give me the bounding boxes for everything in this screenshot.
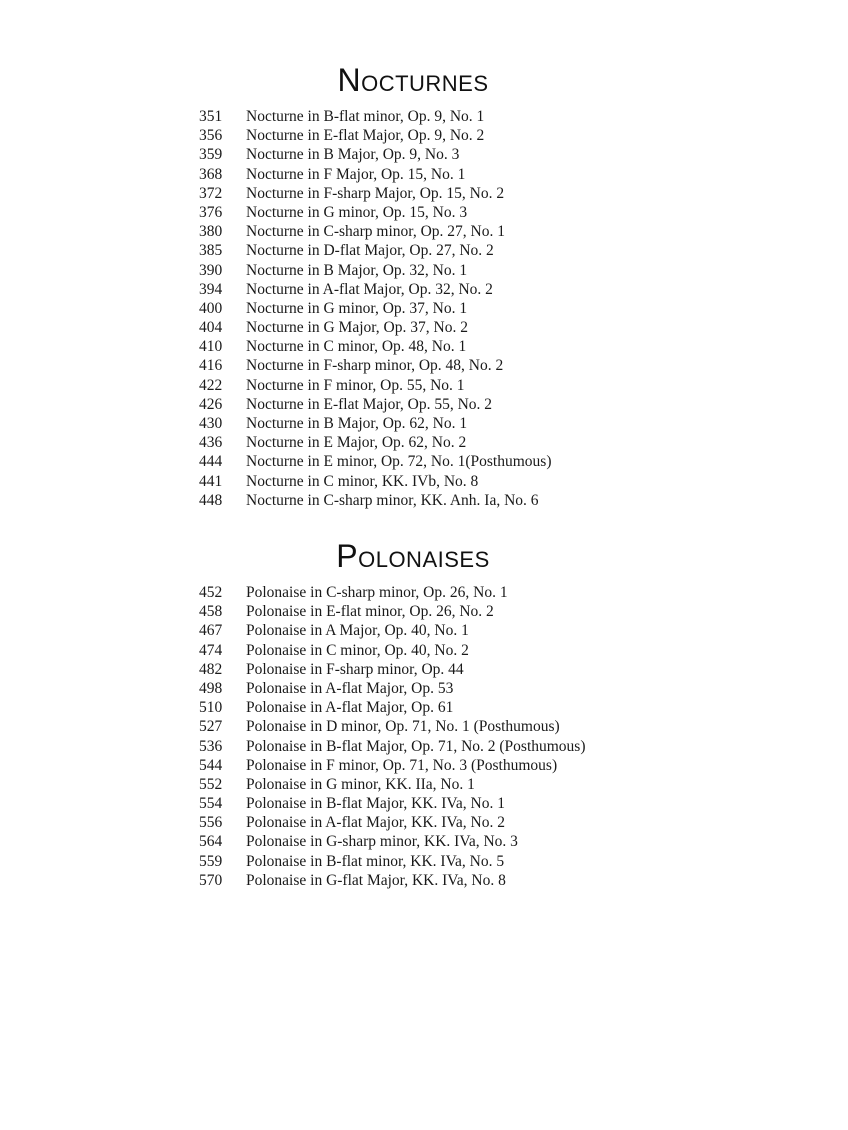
page-number: 510 xyxy=(199,699,223,717)
page-number: 368 xyxy=(199,165,223,183)
page-number: 390 xyxy=(199,261,223,279)
piece-title: Nocturne in G Major, Op. 37, No. 2 xyxy=(246,319,468,337)
piece-title: Nocturne in F-sharp minor, Op. 48, No. 2 xyxy=(246,357,504,375)
contents-entry xyxy=(199,698,586,717)
piece-title: Polonaise in E-flat minor, Op. 26, No. 2 xyxy=(246,603,494,621)
page-number: 458 xyxy=(199,603,223,621)
piece-title: Polonaise in B-flat minor, KK. IVa, No. 5 xyxy=(246,852,505,870)
page-number: 404 xyxy=(199,319,223,337)
contents-entry xyxy=(199,832,586,851)
contents-entry xyxy=(199,203,551,222)
page-number: 400 xyxy=(199,299,223,317)
contents-entry xyxy=(199,433,551,452)
piece-title: Nocturne in B-flat minor, Op. 9, No. 1 xyxy=(246,108,485,125)
page-number: 554 xyxy=(199,795,223,813)
page-number: 444 xyxy=(199,453,223,471)
page-number: 385 xyxy=(199,242,223,260)
page-number: 570 xyxy=(199,871,223,889)
page-number: 356 xyxy=(199,127,223,145)
contents-entry xyxy=(199,145,551,164)
contents-entry xyxy=(199,737,586,756)
piece-title: Nocturne in D-flat Major, Op. 27, No. 2 xyxy=(246,242,494,260)
contents-entry xyxy=(199,376,551,395)
piece-title: Nocturne in F minor, Op. 55, No. 1 xyxy=(246,376,465,394)
contents-entry xyxy=(199,491,551,510)
page-number: 410 xyxy=(199,338,223,356)
piece-title: Nocturne in C-sharp minor, Op. 27, No. 1 xyxy=(246,223,505,241)
page-number: 376 xyxy=(199,203,223,221)
contents-entry xyxy=(199,679,586,698)
contents-entry xyxy=(199,472,551,491)
piece-title: Nocturne in B Major, Op. 62, No. 1 xyxy=(246,415,468,432)
contents-entry xyxy=(199,852,586,871)
piece-title: Nocturne in C-sharp minor, KK. Anh. Ia, No. 6 xyxy=(246,491,539,509)
piece-title: Polonaise in G-flat Major, KK. IVa, No. 8 xyxy=(246,871,506,889)
contents-entry xyxy=(199,602,586,621)
contents-entry xyxy=(199,222,551,241)
piece-title: Polonaise in G-sharp minor, KK. IVa, No. 3 xyxy=(246,833,518,851)
contents-entry xyxy=(199,299,551,318)
page-number: 394 xyxy=(199,280,223,298)
piece-title: Polonaise in D minor, Op. 71, No. 1 (Posthumous) xyxy=(246,718,560,736)
contents-entry xyxy=(199,165,551,184)
contents-entry xyxy=(199,318,551,337)
contents-entry xyxy=(199,641,586,660)
piece-title: Nocturne in E-flat Major, Op. 9, No. 2 xyxy=(246,127,485,145)
contents-entry xyxy=(199,452,551,471)
page-number: 544 xyxy=(199,756,223,774)
section-heading-polonaises: Polonaises xyxy=(336,538,490,574)
piece-title: Polonaise in A-flat Major, Op. 53 xyxy=(246,679,454,697)
page-number: 482 xyxy=(199,660,223,678)
contents-entry xyxy=(199,184,551,203)
piece-title: Nocturne in G minor, Op. 15, No. 3 xyxy=(246,203,468,221)
page-number: 441 xyxy=(199,472,223,490)
contents-entry xyxy=(199,794,586,813)
contents-entry xyxy=(199,337,551,356)
page-number: 452 xyxy=(199,584,223,601)
piece-title: Polonaise in B-flat Major, KK. IVa, No. 1 xyxy=(246,795,505,813)
piece-title: Nocturne in E Major, Op. 62, No. 2 xyxy=(246,434,467,452)
page-number: 467 xyxy=(199,622,223,640)
page-number: 559 xyxy=(199,852,223,870)
contents-entry xyxy=(199,621,586,640)
piece-title: Nocturne in B Major, Op. 32, No. 1 xyxy=(246,261,468,279)
page-number: 474 xyxy=(199,641,223,659)
contents-entry xyxy=(199,583,586,602)
page-number: 448 xyxy=(199,491,223,509)
piece-title: Polonaise in A Major, Op. 40, No. 1 xyxy=(246,622,469,640)
contents-entry xyxy=(199,871,586,890)
piece-title: Nocturne in F Major, Op. 15, No. 1 xyxy=(246,165,466,183)
piece-title: Polonaise in C-sharp minor, Op. 26, No. 1 xyxy=(246,584,508,601)
page-number: 556 xyxy=(199,814,223,832)
contents-entry xyxy=(199,107,551,126)
page-number: 380 xyxy=(199,223,223,241)
piece-title: Polonaise in C minor, Op. 40, No. 2 xyxy=(246,641,469,659)
section-heading-nocturnes: Nocturnes xyxy=(337,62,489,98)
contents-entry xyxy=(199,756,586,775)
contents-entry xyxy=(199,261,551,280)
contents-entry xyxy=(199,241,551,260)
piece-title: Nocturne in B Major, Op. 9, No. 3 xyxy=(246,146,460,164)
page-number: 426 xyxy=(199,395,223,413)
piece-title: Polonaise in B-flat Major, Op. 71, No. 2 (Posthumous) xyxy=(246,737,586,755)
piece-title: Nocturne in A-flat Major, Op. 32, No. 2 xyxy=(246,280,493,298)
contents-entry xyxy=(199,395,551,414)
page-number: 552 xyxy=(199,775,223,793)
contents-entry xyxy=(199,660,586,679)
page-number: 564 xyxy=(199,833,223,851)
page-number: 359 xyxy=(199,146,223,164)
piece-title: Nocturne in F-sharp Major, Op. 15, No. 2 xyxy=(246,184,505,202)
page-number: 351 xyxy=(199,108,223,125)
piece-title: Nocturne in C minor, KK. IVb, No. 8 xyxy=(246,472,479,490)
page-number: 536 xyxy=(199,737,223,755)
piece-title: Nocturne in E-flat Major, Op. 55, No. 2 xyxy=(246,395,493,413)
contents-entry xyxy=(199,775,586,794)
nocturnes-list xyxy=(199,107,551,510)
piece-title: Nocturne in G minor, Op. 37, No. 1 xyxy=(246,299,468,317)
page-number: 430 xyxy=(199,415,223,432)
page-number: 372 xyxy=(199,184,223,202)
piece-title: Polonaise in A-flat Major, KK. IVa, No. 2 xyxy=(246,814,505,832)
contents-entry xyxy=(199,126,551,145)
page-number: 436 xyxy=(199,434,223,452)
piece-title: Polonaise in G minor, KK. IIa, No. 1 xyxy=(246,775,475,793)
piece-title: Polonaise in A-flat Major, Op. 61 xyxy=(246,699,454,717)
contents-entry xyxy=(199,280,551,299)
contents-entry xyxy=(199,356,551,375)
piece-title: Polonaise in F minor, Op. 71, No. 3 (Posthumous) xyxy=(246,756,558,774)
contents-entry xyxy=(199,813,586,832)
piece-title: Nocturne in E minor, Op. 72, No. 1(Posthumous) xyxy=(246,453,552,471)
page-number: 416 xyxy=(199,357,223,375)
contents-entry xyxy=(199,717,586,736)
polonaises-list xyxy=(199,583,586,890)
page-number: 498 xyxy=(199,679,223,697)
page-number: 422 xyxy=(199,376,223,394)
contents-entry xyxy=(199,414,551,433)
piece-title: Nocturne in C minor, Op. 48, No. 1 xyxy=(246,338,467,356)
page-number: 527 xyxy=(199,718,223,736)
piece-title: Polonaise in F-sharp minor, Op. 44 xyxy=(246,660,464,678)
